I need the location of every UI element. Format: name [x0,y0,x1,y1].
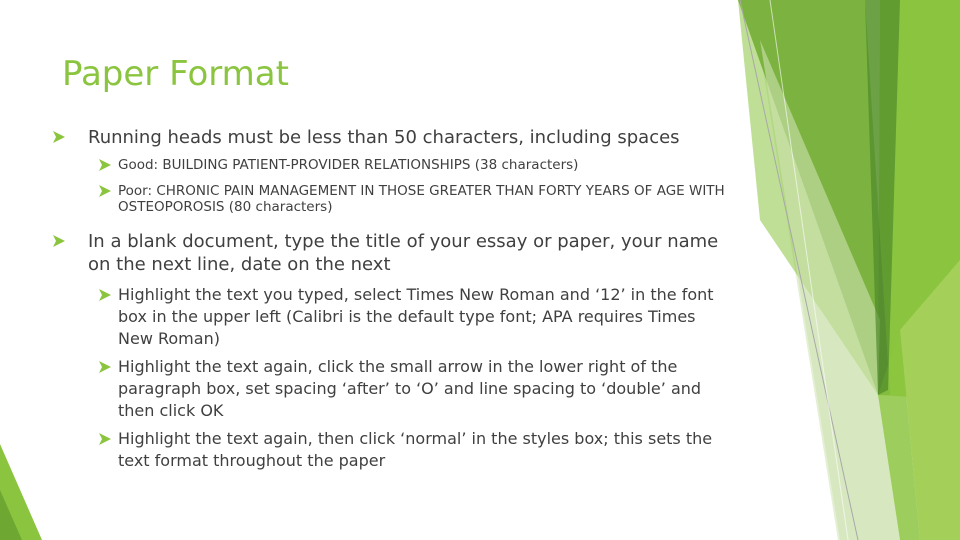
bullet-running-heads [52,126,732,149]
sub-bullet-highlight-normal [98,428,732,472]
sub-bullet-text: Highlight the text again, click the small arrow in the lower right of the paragraph box, set spacing ‘after’ to ‘O’ and line spacing to ‘double’ and then click OK [118,357,702,420]
arrow-bullet-icon [52,234,66,248]
arrow-bullet-icon [98,184,112,198]
sub-bullet-text: Highlight the text again, then click ‘normal’ in the styles box; this sets the text format throughout the paper [118,429,713,470]
arrow-bullet-icon [98,432,112,446]
sub-bullet-good-example [98,157,732,173]
sub-bullet-text: Good: BUILDING PATIENT-PROVIDER RELATIONSHIPS (38 characters) [118,157,579,173]
sub-bullet-highlight-spacing [98,356,732,422]
bullet-text: Running heads must be less than 50 characters, including spaces [88,127,680,148]
slide-body [52,126,732,472]
arrow-bullet-icon [98,360,112,374]
arrow-bullet-icon [98,288,112,302]
bullet-blank-document [52,230,732,276]
sub-bullet-text: Highlight the text you typed, select Times New Roman and ‘12’ in the font box in the upper left (Calibri is the default type font; APA requires Times New Roman) [118,285,714,348]
sub-bullet-poor-example [98,183,732,215]
arrow-bullet-icon [52,130,66,144]
slide-title: Paper Format [62,54,289,94]
arrow-bullet-icon [98,158,112,172]
sub-bullet-highlight-font [98,284,732,350]
bullet-text: In a blank document, type the title of your essay or paper, your name on the next line, date on the next [88,231,719,275]
sub-bullet-text: Poor: CHRONIC PAIN MANAGEMENT IN THOSE GREATER THAN FORTY YEARS OF AGE WITH OSTEOPOROSIS (80 characters) [118,183,725,215]
